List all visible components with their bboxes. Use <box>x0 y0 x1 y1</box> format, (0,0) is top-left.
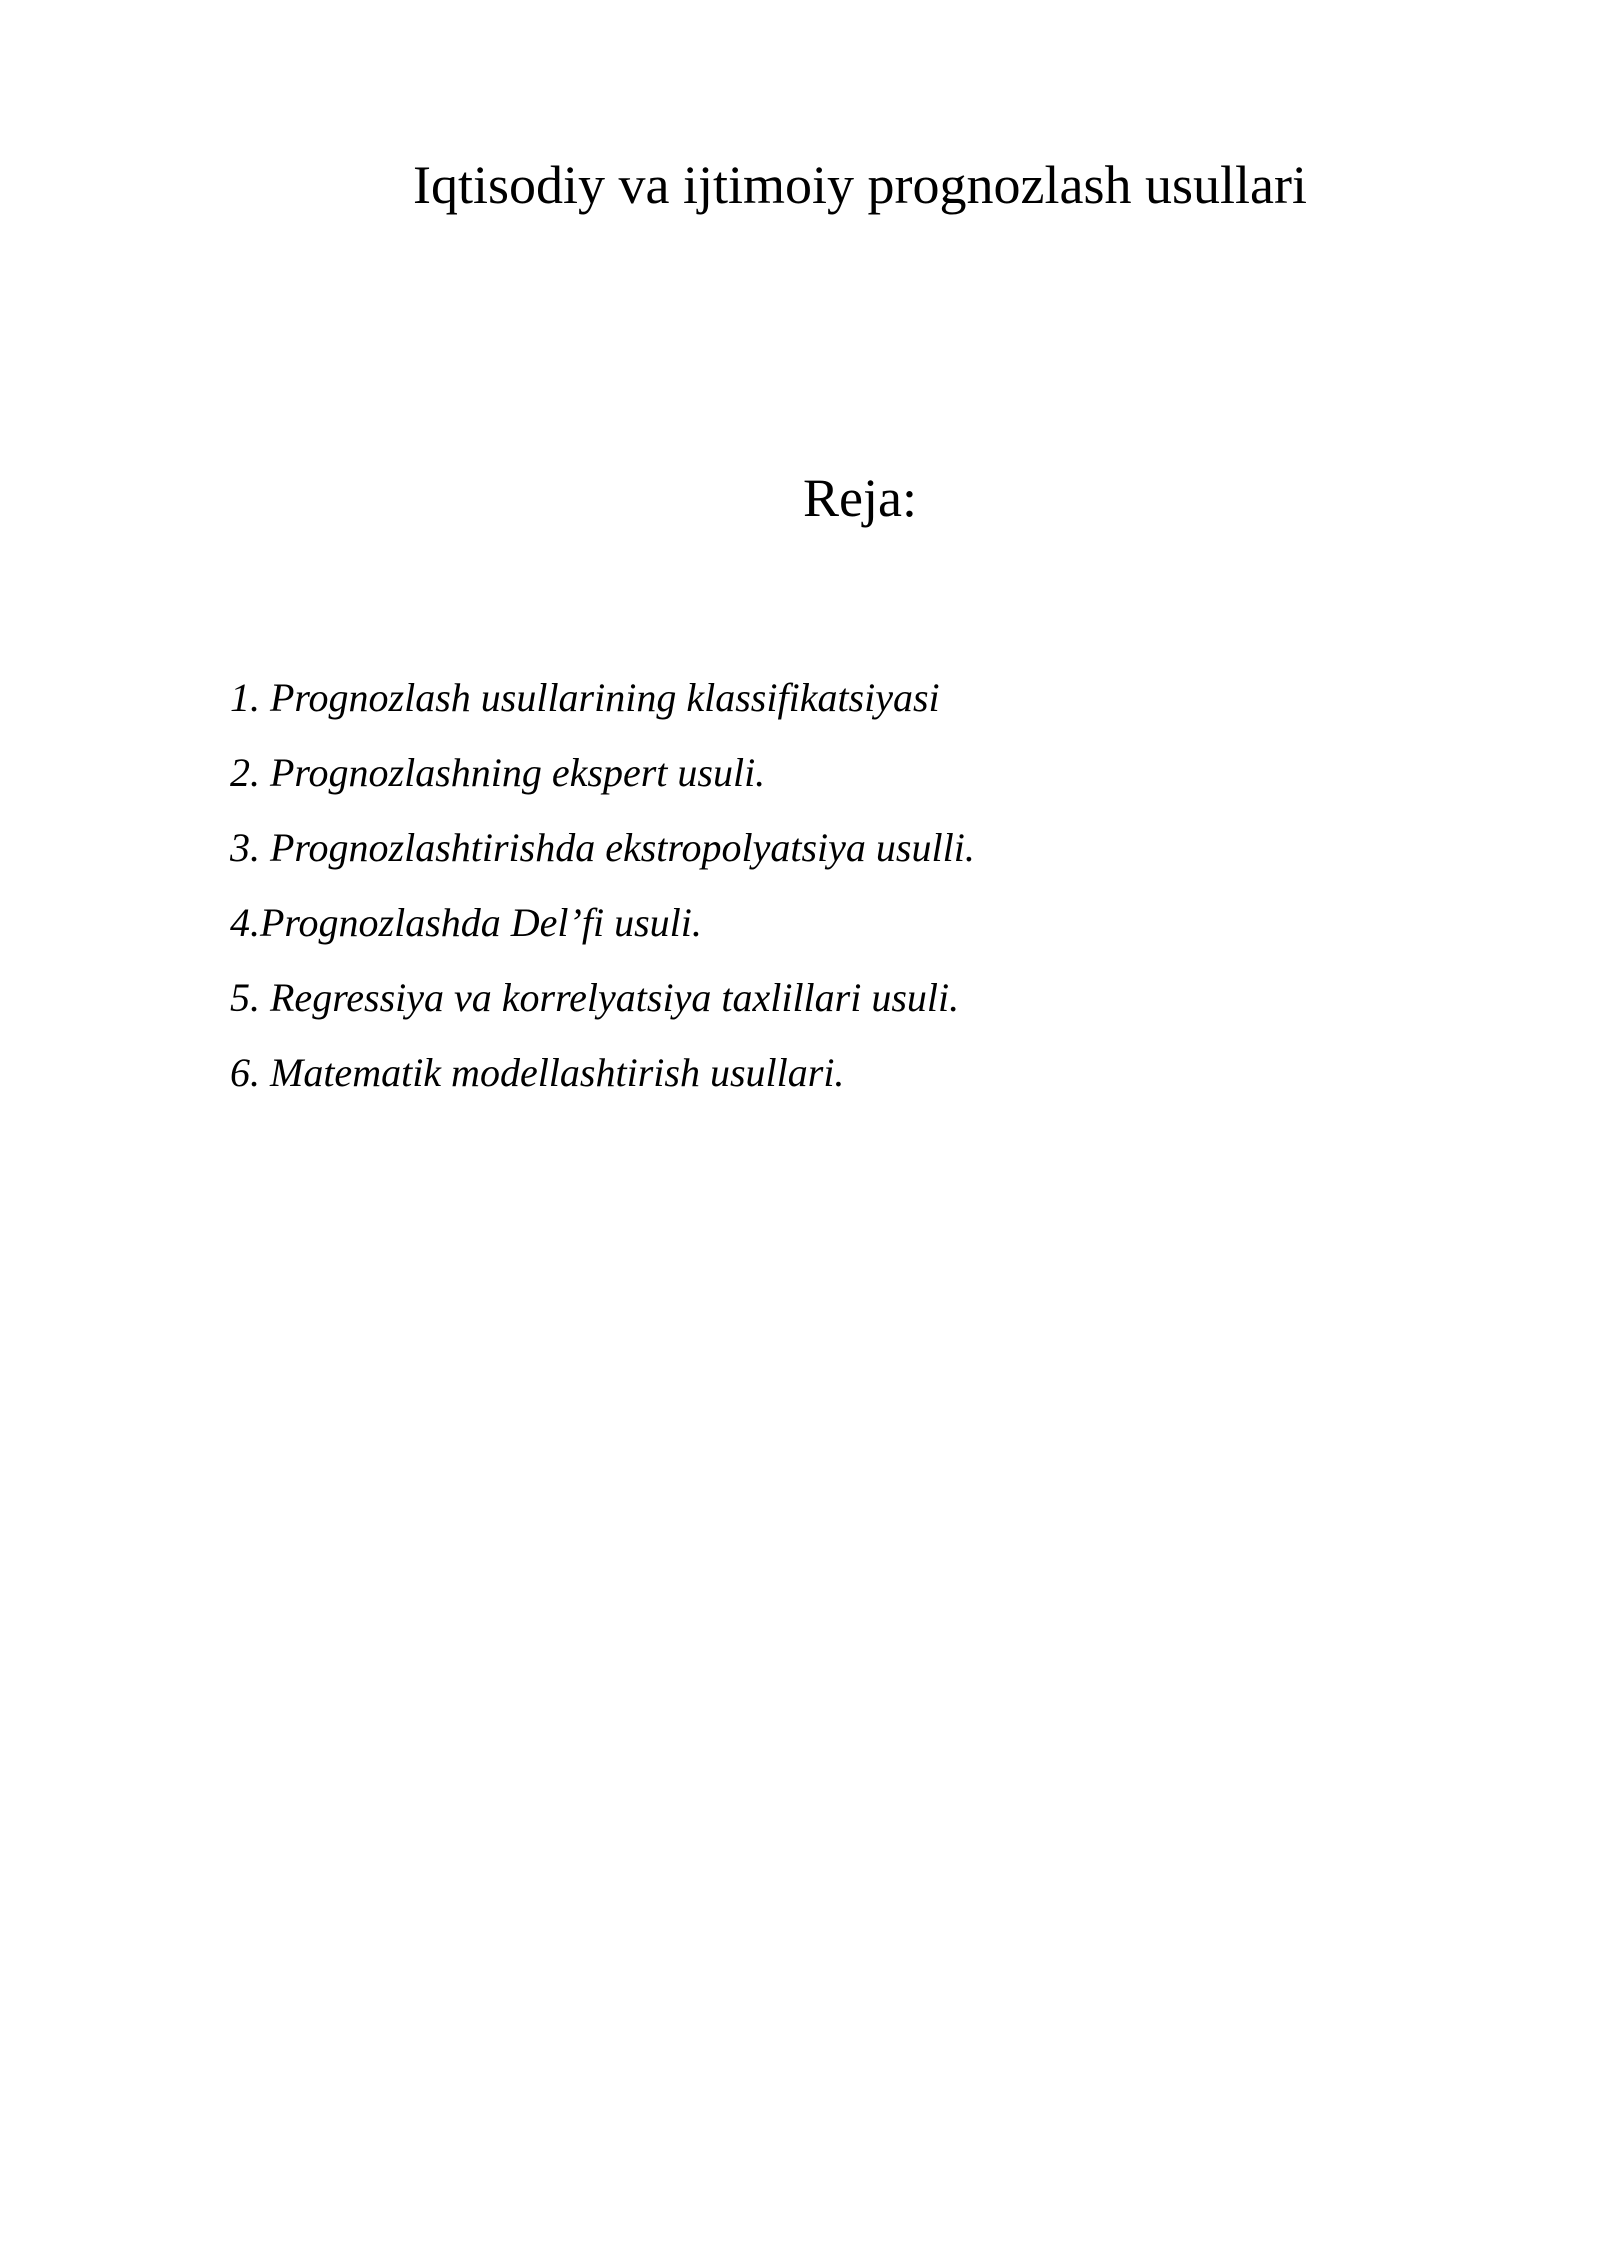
plan-item: 3. Prognozlashtirishda ekstropolyatsiya usulli. <box>230 825 975 870</box>
plan-item: 6. Matematik modellashtirish usullari. <box>230 1050 845 1095</box>
plan-item: 1. Prognozlash usullarining klassifikatsiyasi <box>230 675 940 720</box>
plan-heading: Reja: <box>803 468 917 528</box>
plan-item: 4.Prognozlashda Del’fi usuli. <box>230 900 702 945</box>
document-title: Iqtisodiy va ijtimoiy prognozlash usullari <box>413 155 1307 215</box>
plan-list <box>230 660 975 1110</box>
plan-item: 5. Regressiya va korrelyatsiya taxlillari usuli. <box>230 975 960 1020</box>
plan-item: 2. Prognozlashning ekspert usuli. <box>230 750 766 795</box>
